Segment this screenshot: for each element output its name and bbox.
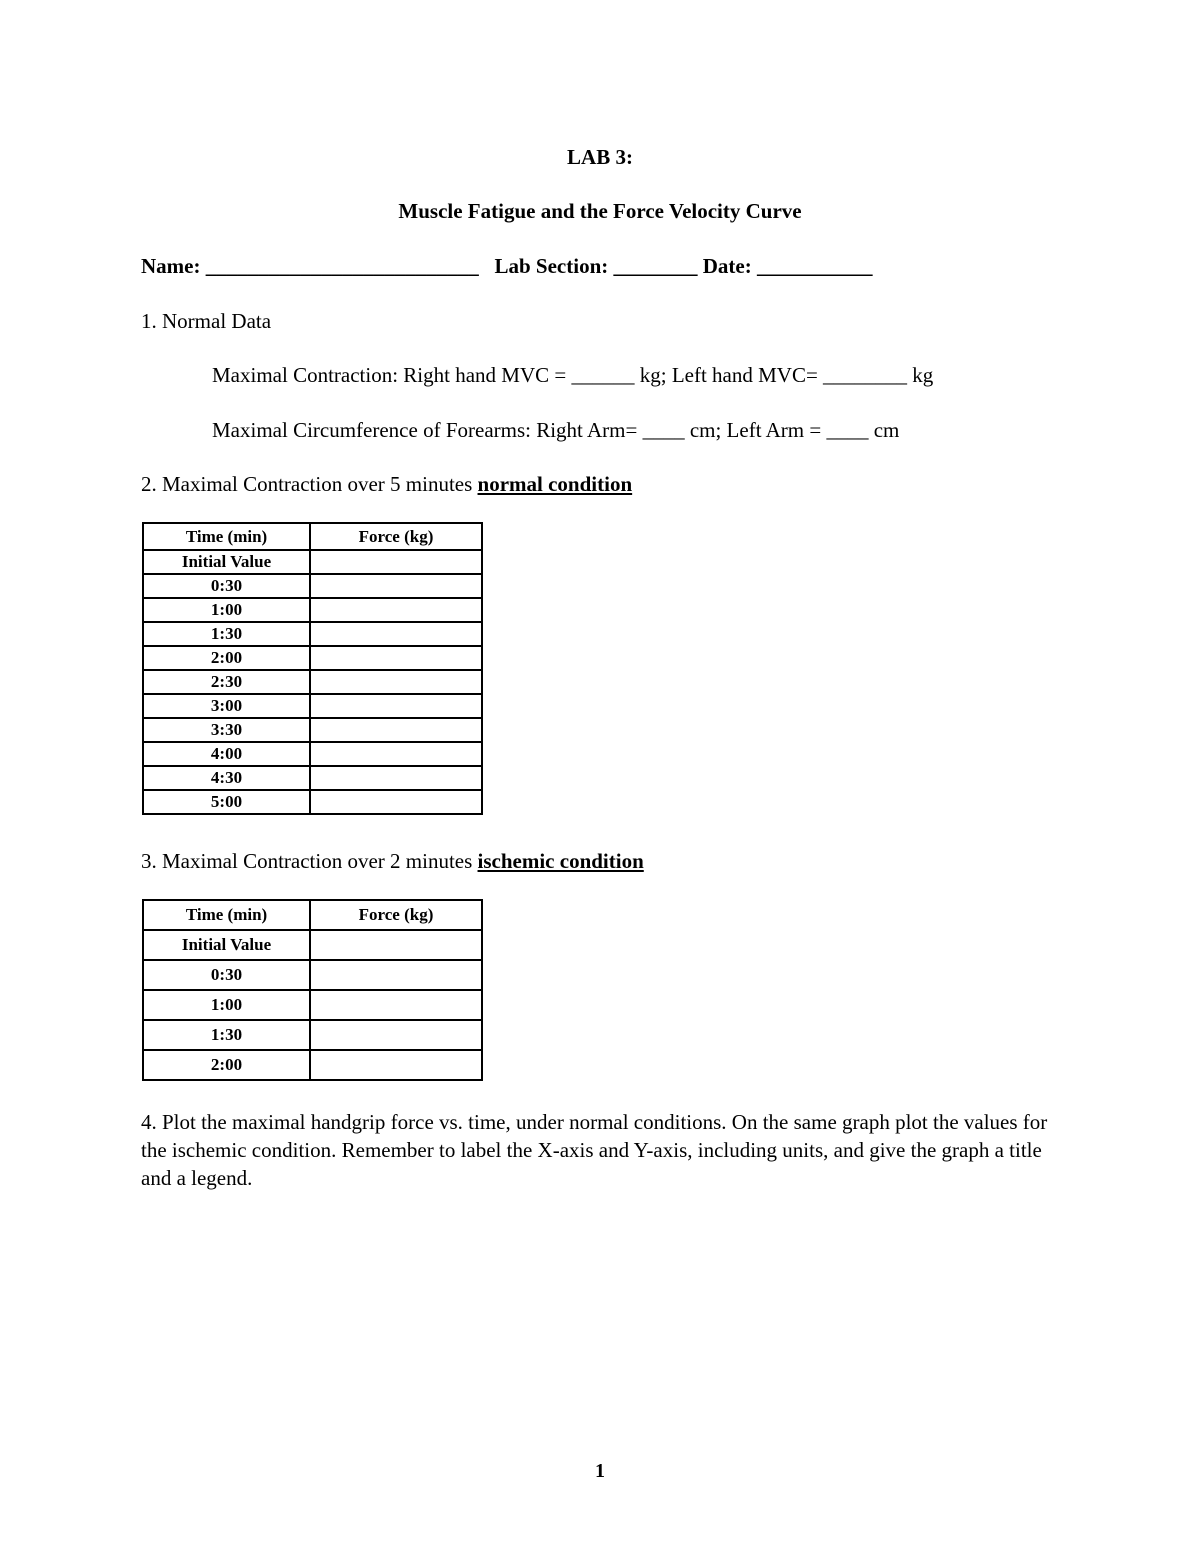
ischemic-condition-table bbox=[142, 899, 483, 1081]
force-entry-cell[interactable] bbox=[310, 742, 482, 766]
date-label: Date: bbox=[702, 254, 752, 278]
force-entry-cell[interactable] bbox=[310, 574, 482, 598]
force-entry-cell[interactable] bbox=[310, 550, 482, 574]
time-cell: 0:30 bbox=[143, 960, 310, 990]
table-row bbox=[143, 742, 482, 766]
time-cell: 0:30 bbox=[143, 574, 310, 598]
section3-heading-prefix: 3. Maximal Contraction over 2 minutes bbox=[141, 849, 473, 873]
section-blank[interactable]: ________ bbox=[613, 254, 698, 278]
section2-heading-emphasis: normal condition bbox=[477, 472, 633, 496]
time-cell: 1:30 bbox=[143, 1020, 310, 1050]
time-cell: 1:00 bbox=[143, 598, 310, 622]
force-entry-cell[interactable] bbox=[310, 960, 482, 990]
section2-heading-prefix: 2. Maximal Contraction over 5 minutes bbox=[141, 472, 473, 496]
time-cell: 2:30 bbox=[143, 670, 310, 694]
force-entry-cell[interactable] bbox=[310, 1020, 482, 1050]
force-entry-cell[interactable] bbox=[310, 930, 482, 960]
lab-number: LAB 3: bbox=[567, 145, 633, 169]
circumference-line: Maximal Circumference of Forearms: Right Arm= ____ cm; Left Arm = ____ cm bbox=[212, 418, 900, 442]
student-info-line bbox=[141, 254, 872, 279]
force-entry-cell[interactable] bbox=[310, 622, 482, 646]
time-cell: 3:00 bbox=[143, 694, 310, 718]
section4-instructions: 4. Plot the maximal handgrip force vs. time, under normal conditions. On the same graph plot the values for the ischemic condition. Remember to label the X-axis and Y-axis, including units, and give the graph a title and a legend. bbox=[141, 1110, 1048, 1190]
force-entry-cell[interactable] bbox=[310, 766, 482, 790]
section3-heading-emphasis: ischemic condition bbox=[477, 849, 644, 873]
force-entry-cell[interactable] bbox=[310, 790, 482, 814]
time-cell: 4:00 bbox=[143, 742, 310, 766]
time-cell: 5:00 bbox=[143, 790, 310, 814]
time-cell: 3:30 bbox=[143, 718, 310, 742]
table-row bbox=[143, 1020, 482, 1050]
header-force: Force (kg) bbox=[310, 900, 482, 930]
time-cell: 2:00 bbox=[143, 1050, 310, 1080]
table-row bbox=[143, 718, 482, 742]
time-cell: 1:00 bbox=[143, 990, 310, 1020]
table-row bbox=[143, 990, 482, 1020]
force-entry-cell[interactable] bbox=[310, 990, 482, 1020]
time-cell: 2:00 bbox=[143, 646, 310, 670]
time-cell: 4:30 bbox=[143, 766, 310, 790]
lab-title: Muscle Fatigue and the Force Velocity Curve bbox=[398, 199, 802, 223]
force-entry-cell[interactable] bbox=[310, 718, 482, 742]
table-row bbox=[143, 694, 482, 718]
mvc-line: Maximal Contraction: Right hand MVC = ______ kg; Left hand MVC= ________ kg bbox=[212, 363, 934, 387]
table-row bbox=[143, 622, 482, 646]
force-entry-cell[interactable] bbox=[310, 598, 482, 622]
header-time: Time (min) bbox=[143, 900, 310, 930]
table-row bbox=[143, 1050, 482, 1080]
table-row bbox=[143, 598, 482, 622]
time-cell: 1:30 bbox=[143, 622, 310, 646]
table-row bbox=[143, 766, 482, 790]
section2-heading bbox=[141, 472, 632, 497]
header-time: Time (min) bbox=[143, 523, 310, 550]
time-cell: Initial Value bbox=[143, 930, 310, 960]
table-row bbox=[143, 960, 482, 990]
force-entry-cell[interactable] bbox=[310, 646, 482, 670]
section-label: Lab Section: bbox=[494, 254, 609, 278]
force-entry-cell[interactable] bbox=[310, 670, 482, 694]
table-row bbox=[143, 550, 482, 574]
header-force: Force (kg) bbox=[310, 523, 482, 550]
table-row bbox=[143, 930, 482, 960]
section1-heading: 1. Normal Data bbox=[141, 309, 272, 333]
force-entry-cell[interactable] bbox=[310, 1050, 482, 1080]
name-label: Name: bbox=[141, 254, 201, 278]
table-row bbox=[143, 670, 482, 694]
force-entry-cell[interactable] bbox=[310, 694, 482, 718]
table-row bbox=[143, 574, 482, 598]
table-row bbox=[143, 790, 482, 814]
name-blank[interactable]: __________________________ bbox=[205, 254, 479, 278]
table-row bbox=[143, 646, 482, 670]
page-number: 1 bbox=[595, 1460, 605, 1482]
section3-heading bbox=[141, 849, 644, 874]
normal-condition-table bbox=[142, 522, 483, 815]
date-blank[interactable]: ___________ bbox=[756, 254, 873, 278]
time-cell: Initial Value bbox=[143, 550, 310, 574]
